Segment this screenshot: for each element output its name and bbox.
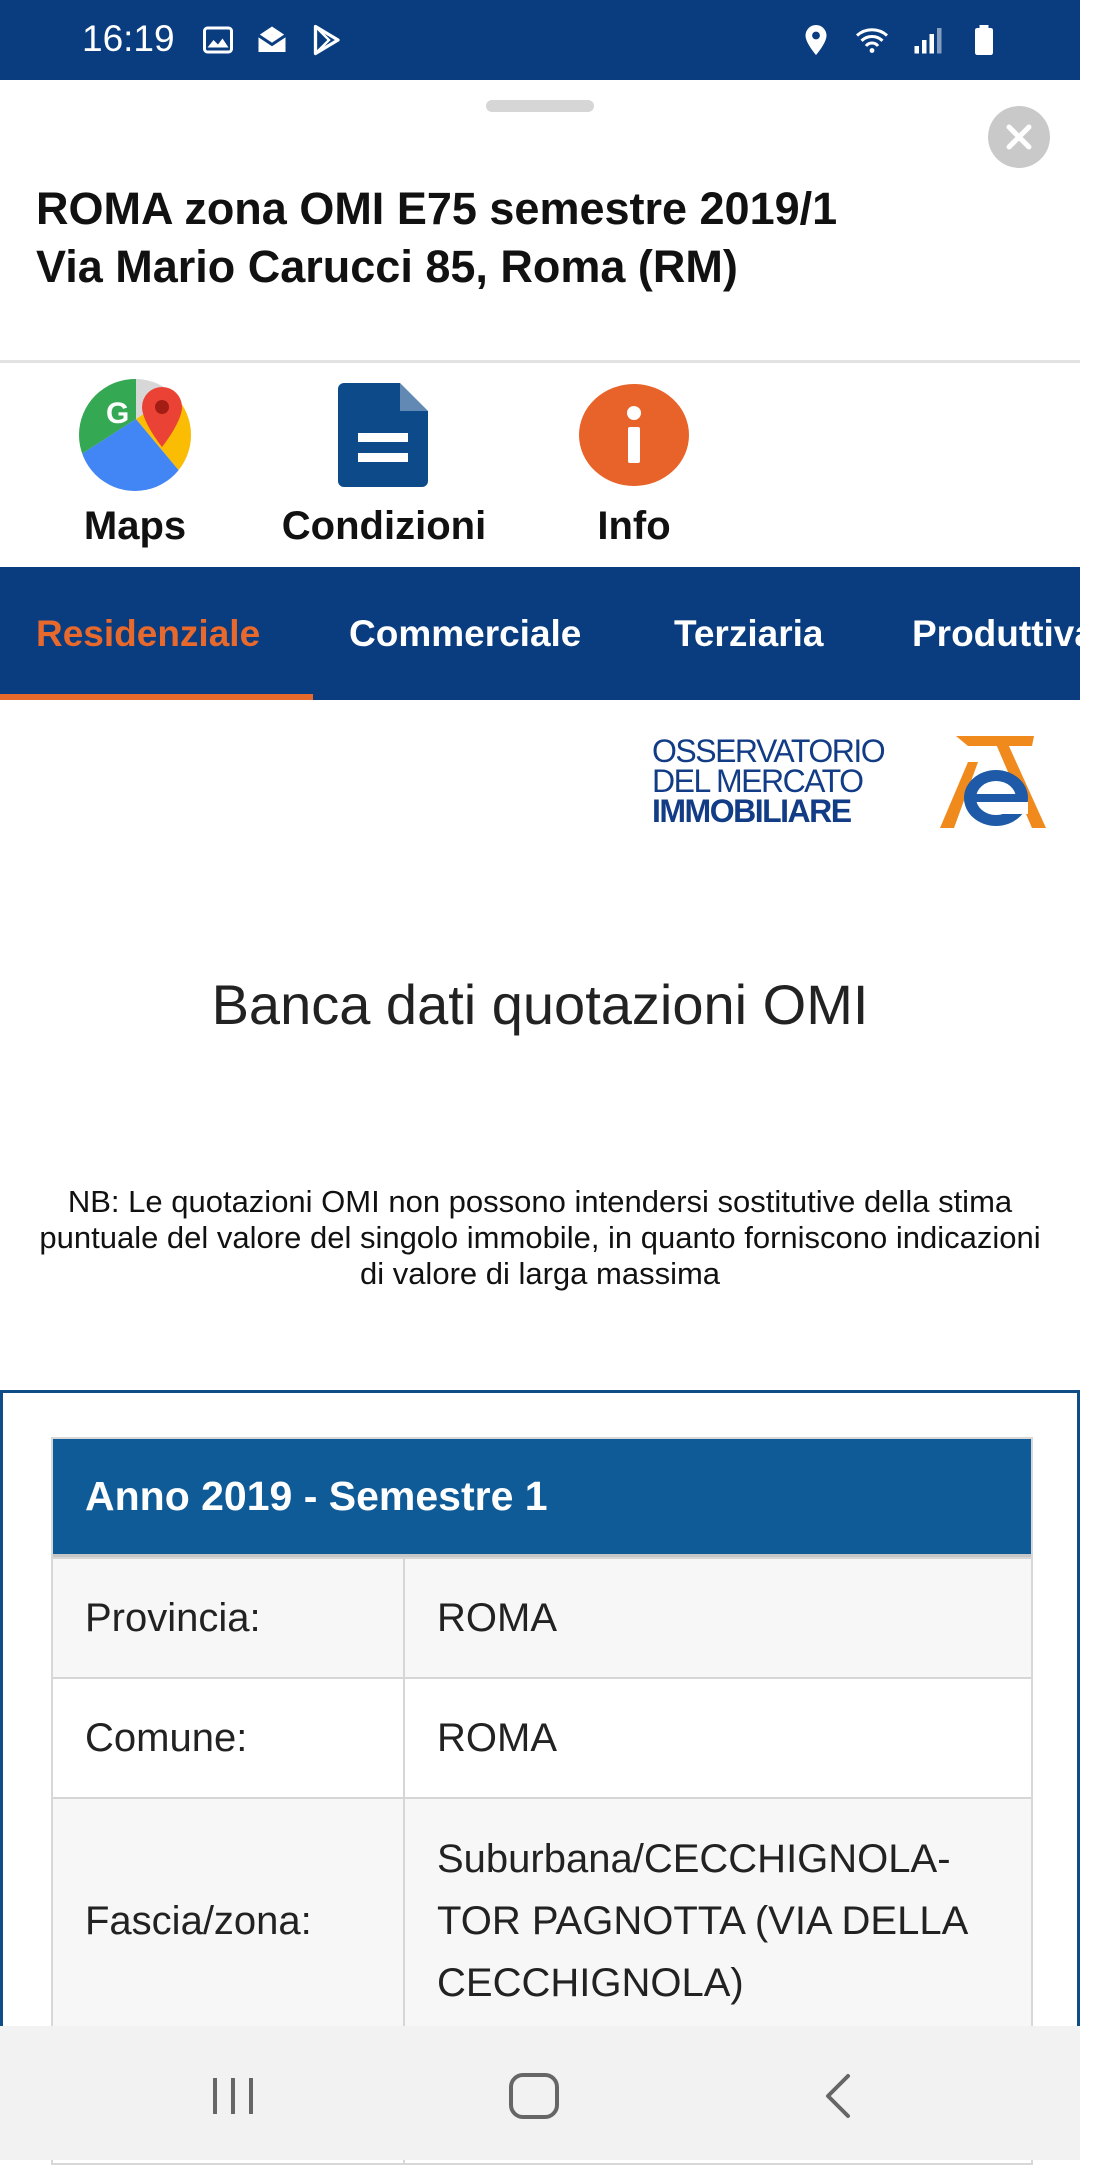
header-line-zone: ROMA zona OMI E75 semestre 2019/1 <box>36 183 838 234</box>
header-title <box>36 180 1016 296</box>
row-value-comune: ROMA <box>437 1716 557 1760</box>
tab-commerciale[interactable]: Commerciale <box>349 612 582 654</box>
close-icon <box>1002 120 1036 154</box>
disclaimer-note: NB: Le quotazioni OMI non possono intendersi sostitutive della stima puntuale del valore del singolo immobile, in quanto forniscono indicazioni di valore di larga massima <box>39 1184 1041 1291</box>
system-nav-bar <box>0 2026 1080 2160</box>
divider <box>0 360 1080 363</box>
row-value-fascia-zona: Suburbana/CECCHIGNOLA-TOR PAGNOTTA (VIA DELLA CECCHIGNOLA) <box>437 1837 967 2005</box>
play-store-icon <box>308 22 344 58</box>
table-row <box>53 1677 1031 1797</box>
home-icon <box>507 2071 561 2121</box>
battery-icon <box>966 22 1002 58</box>
status-bar <box>0 0 1080 80</box>
home-button[interactable] <box>494 2056 574 2136</box>
table-heading: Anno 2019 - Semestre 1 <box>53 1439 1031 1557</box>
row-key-comune: Comune: <box>53 1679 405 1797</box>
omi-logo <box>652 734 1052 834</box>
tab-terziaria[interactable]: Terziaria <box>674 612 824 654</box>
recents-icon <box>209 2074 257 2118</box>
bottom-sheet <box>0 80 1095 2026</box>
header-line-address: Via Mario Carucci 85, Roma (RM) <box>36 241 738 292</box>
logo-line-1: OSSERVATORIO <box>652 733 885 769</box>
category-tabs <box>0 567 1095 700</box>
table-row <box>53 1557 1031 1677</box>
condizioni-label: Condizioni <box>281 504 487 548</box>
logo-line-3: IMMOBILIARE <box>652 793 851 829</box>
drag-handle[interactable] <box>486 100 594 112</box>
mail-icon <box>254 22 290 58</box>
maps-label: Maps <box>83 504 187 548</box>
action-row <box>0 370 1080 570</box>
document-icon <box>338 383 430 487</box>
row-key-fascia-zona: Fascia/zona: <box>53 1799 405 2043</box>
logo-line-2: DEL MERCATO <box>652 763 863 799</box>
condizioni-button[interactable] <box>264 370 504 549</box>
close-button[interactable] <box>988 106 1050 168</box>
quotation-card <box>0 1390 1080 2090</box>
svg-text:G: G <box>106 397 130 430</box>
recents-button[interactable] <box>193 2056 273 2136</box>
location-icon <box>798 22 834 58</box>
info-icon <box>578 383 690 487</box>
content-area <box>0 700 1080 2026</box>
agenzia-entrate-logo-icon <box>938 734 1048 832</box>
tab-produttiva[interactable]: Produttiva <box>912 612 1095 654</box>
info-label: Info <box>597 504 671 548</box>
info-button[interactable] <box>556 370 712 549</box>
wifi-icon <box>854 22 890 58</box>
google-maps-icon <box>74 379 196 491</box>
row-key-provincia: Provincia: <box>53 1559 405 1677</box>
row-value-provincia: ROMA <box>437 1596 557 1640</box>
status-time: 16:19 <box>82 18 175 59</box>
signal-icon <box>910 22 946 58</box>
back-button[interactable] <box>798 2056 878 2136</box>
table-row <box>53 1797 1031 2043</box>
maps-button[interactable] <box>57 370 213 549</box>
back-icon <box>818 2072 858 2120</box>
image-icon <box>200 22 236 58</box>
page-title: Banca dati quotazioni OMI <box>211 973 869 1036</box>
tab-residenziale[interactable]: Residenziale <box>36 612 261 654</box>
